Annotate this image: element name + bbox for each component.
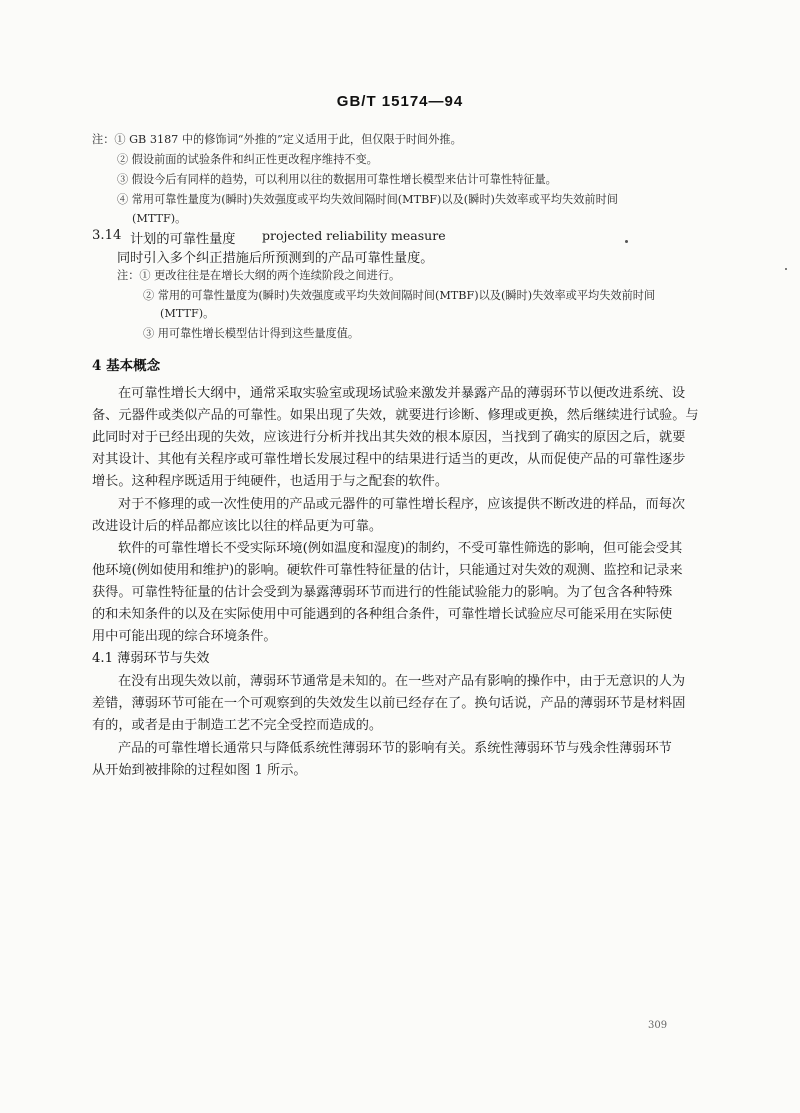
section-4-1-line-5: 从开始到被排除的过程如图 1 所示。 — [92, 763, 307, 778]
note-3-13-item-4-cont: (MTTF)。 — [132, 212, 187, 225]
section-4-title: 4 基本概念 — [92, 358, 161, 374]
scan-speck — [785, 268, 787, 270]
page-number: 309 — [648, 1020, 668, 1031]
note-3-13-item-4: ④ 常用可靠性量度为(瞬时)失效强度或平均失效间隔时间(MTBF)以及(瞬时)失效率或平均失效前时间 — [117, 193, 618, 206]
section-4-line-7: 改进设计后的样品都应该比以往的样品更为可靠。 — [92, 519, 383, 534]
section-4-line-9: 他环境(例如使用和维护)的影响。硬软件可靠性特征量的估计，只能通过对失效的观测、监控和记录来 — [92, 563, 683, 578]
section-4-line-3: 此同时对于已经出现的失效，应该进行分析并找出其失效的根本原因，当找到了确实的原因之后，就要 — [92, 430, 686, 445]
section-4-line-4: 对其设计、其他有关程序或可靠性增长发展过程中的结果进行适当的更改，从而促使产品的可靠性逐步 — [92, 452, 686, 467]
section-4-line-5: 增长。这种程序既适用于纯硬件，也适用于与之配套的软件。 — [92, 474, 449, 489]
section-4-line-11: 的和未知条件的以及在实际使用中可能遇到的各种组合条件，可靠性增长试验应尽可能采用在实际使 — [92, 607, 673, 622]
note-3-13-item-2: ② 假设前面的试验条件和纠正性更改程序维持不变。 — [117, 153, 378, 166]
section-4-1-title: 4.1 薄弱环节与失效 — [92, 651, 210, 666]
term-3-14-note-3: ③ 用可靠性增长模型估计得到这些量度值。 — [143, 327, 360, 340]
scan-speck — [625, 240, 628, 243]
page-header-standard: GB/T 15174—94 — [336, 93, 464, 110]
term-3-14-number: 3.14 — [92, 228, 122, 243]
term-3-14-title-en: projected reliability measure — [262, 228, 446, 243]
section-4-1-line-2: 差错，薄弱环节可能在一个可观察到的失效发生以前已经存在了。换句话说，产品的薄弱环节是材料固 — [92, 696, 686, 711]
section-4-1-line-1: 在没有出现失效以前，薄弱环节通常是未知的。在一些对产品有影响的操作中，由于无意识的人为 — [118, 674, 686, 689]
section-4-1-line-4: 产品的可靠性增长通常只与降低系统性薄弱环节的影响有关。系统性薄弱环节与残余性薄弱环节 — [118, 741, 672, 756]
section-4-line-12: 用中可能出现的综合环境条件。 — [92, 629, 277, 644]
term-3-14-note-2-cont: (MTTF)。 — [160, 307, 215, 320]
section-4-line-10: 获得。可靠性特征量的估计会受到为暴露薄弱环节而进行的性能试验能力的影响。为了包含各种特殊 — [92, 585, 673, 600]
term-3-14-note-1: 注：① 更改往往是在增长大纲的两个连续阶段之间进行。 — [117, 269, 401, 282]
section-4-line-8: 软件的可靠性增长不受实际环境(例如温度和湿度)的制约，不受可靠性筛选的影响，但可能会受其 — [118, 541, 683, 556]
term-3-14-note-2: ② 常用的可靠性量度为(瞬时)失效强度或平均失效间隔时间(MTBF)以及(瞬时)失效率或平均失效前时间 — [143, 289, 656, 302]
section-4-1-line-3: 有的，或者是由于制造工艺不完全受控而造成的。 — [92, 718, 383, 733]
note-3-13-item-3: ③ 假设今后有同样的趋势，可以利用以往的数据用可靠性增长模型来估计可靠性特征量。 — [117, 173, 557, 186]
term-3-14-title-cn: 计划的可靠性量度 — [130, 232, 236, 247]
section-4-line-1: 在可靠性增长大纲中，通常采取实验室或现场试验来激发并暴露产品的薄弱环节以便改进系统、设 — [118, 386, 686, 401]
note-3-13-item-1: 注：① GB 3187 中的修饰词“外推的”定义适用于此，但仅限于时间外推。 — [92, 133, 462, 146]
term-3-14-definition: 同时引入多个纠正措施后所预测到的产品可靠性量度。 — [117, 251, 434, 266]
section-4-line-2: 备、元器件或类似产品的可靠性。如果出现了失效，就要进行诊断、修理或更换，然后继续进行试验。与 — [92, 408, 699, 423]
section-4-line-6: 对于不修理的或一次性使用的产品或元器件的可靠性增长程序，应该提供不断改进的样品，而每次 — [118, 497, 686, 512]
